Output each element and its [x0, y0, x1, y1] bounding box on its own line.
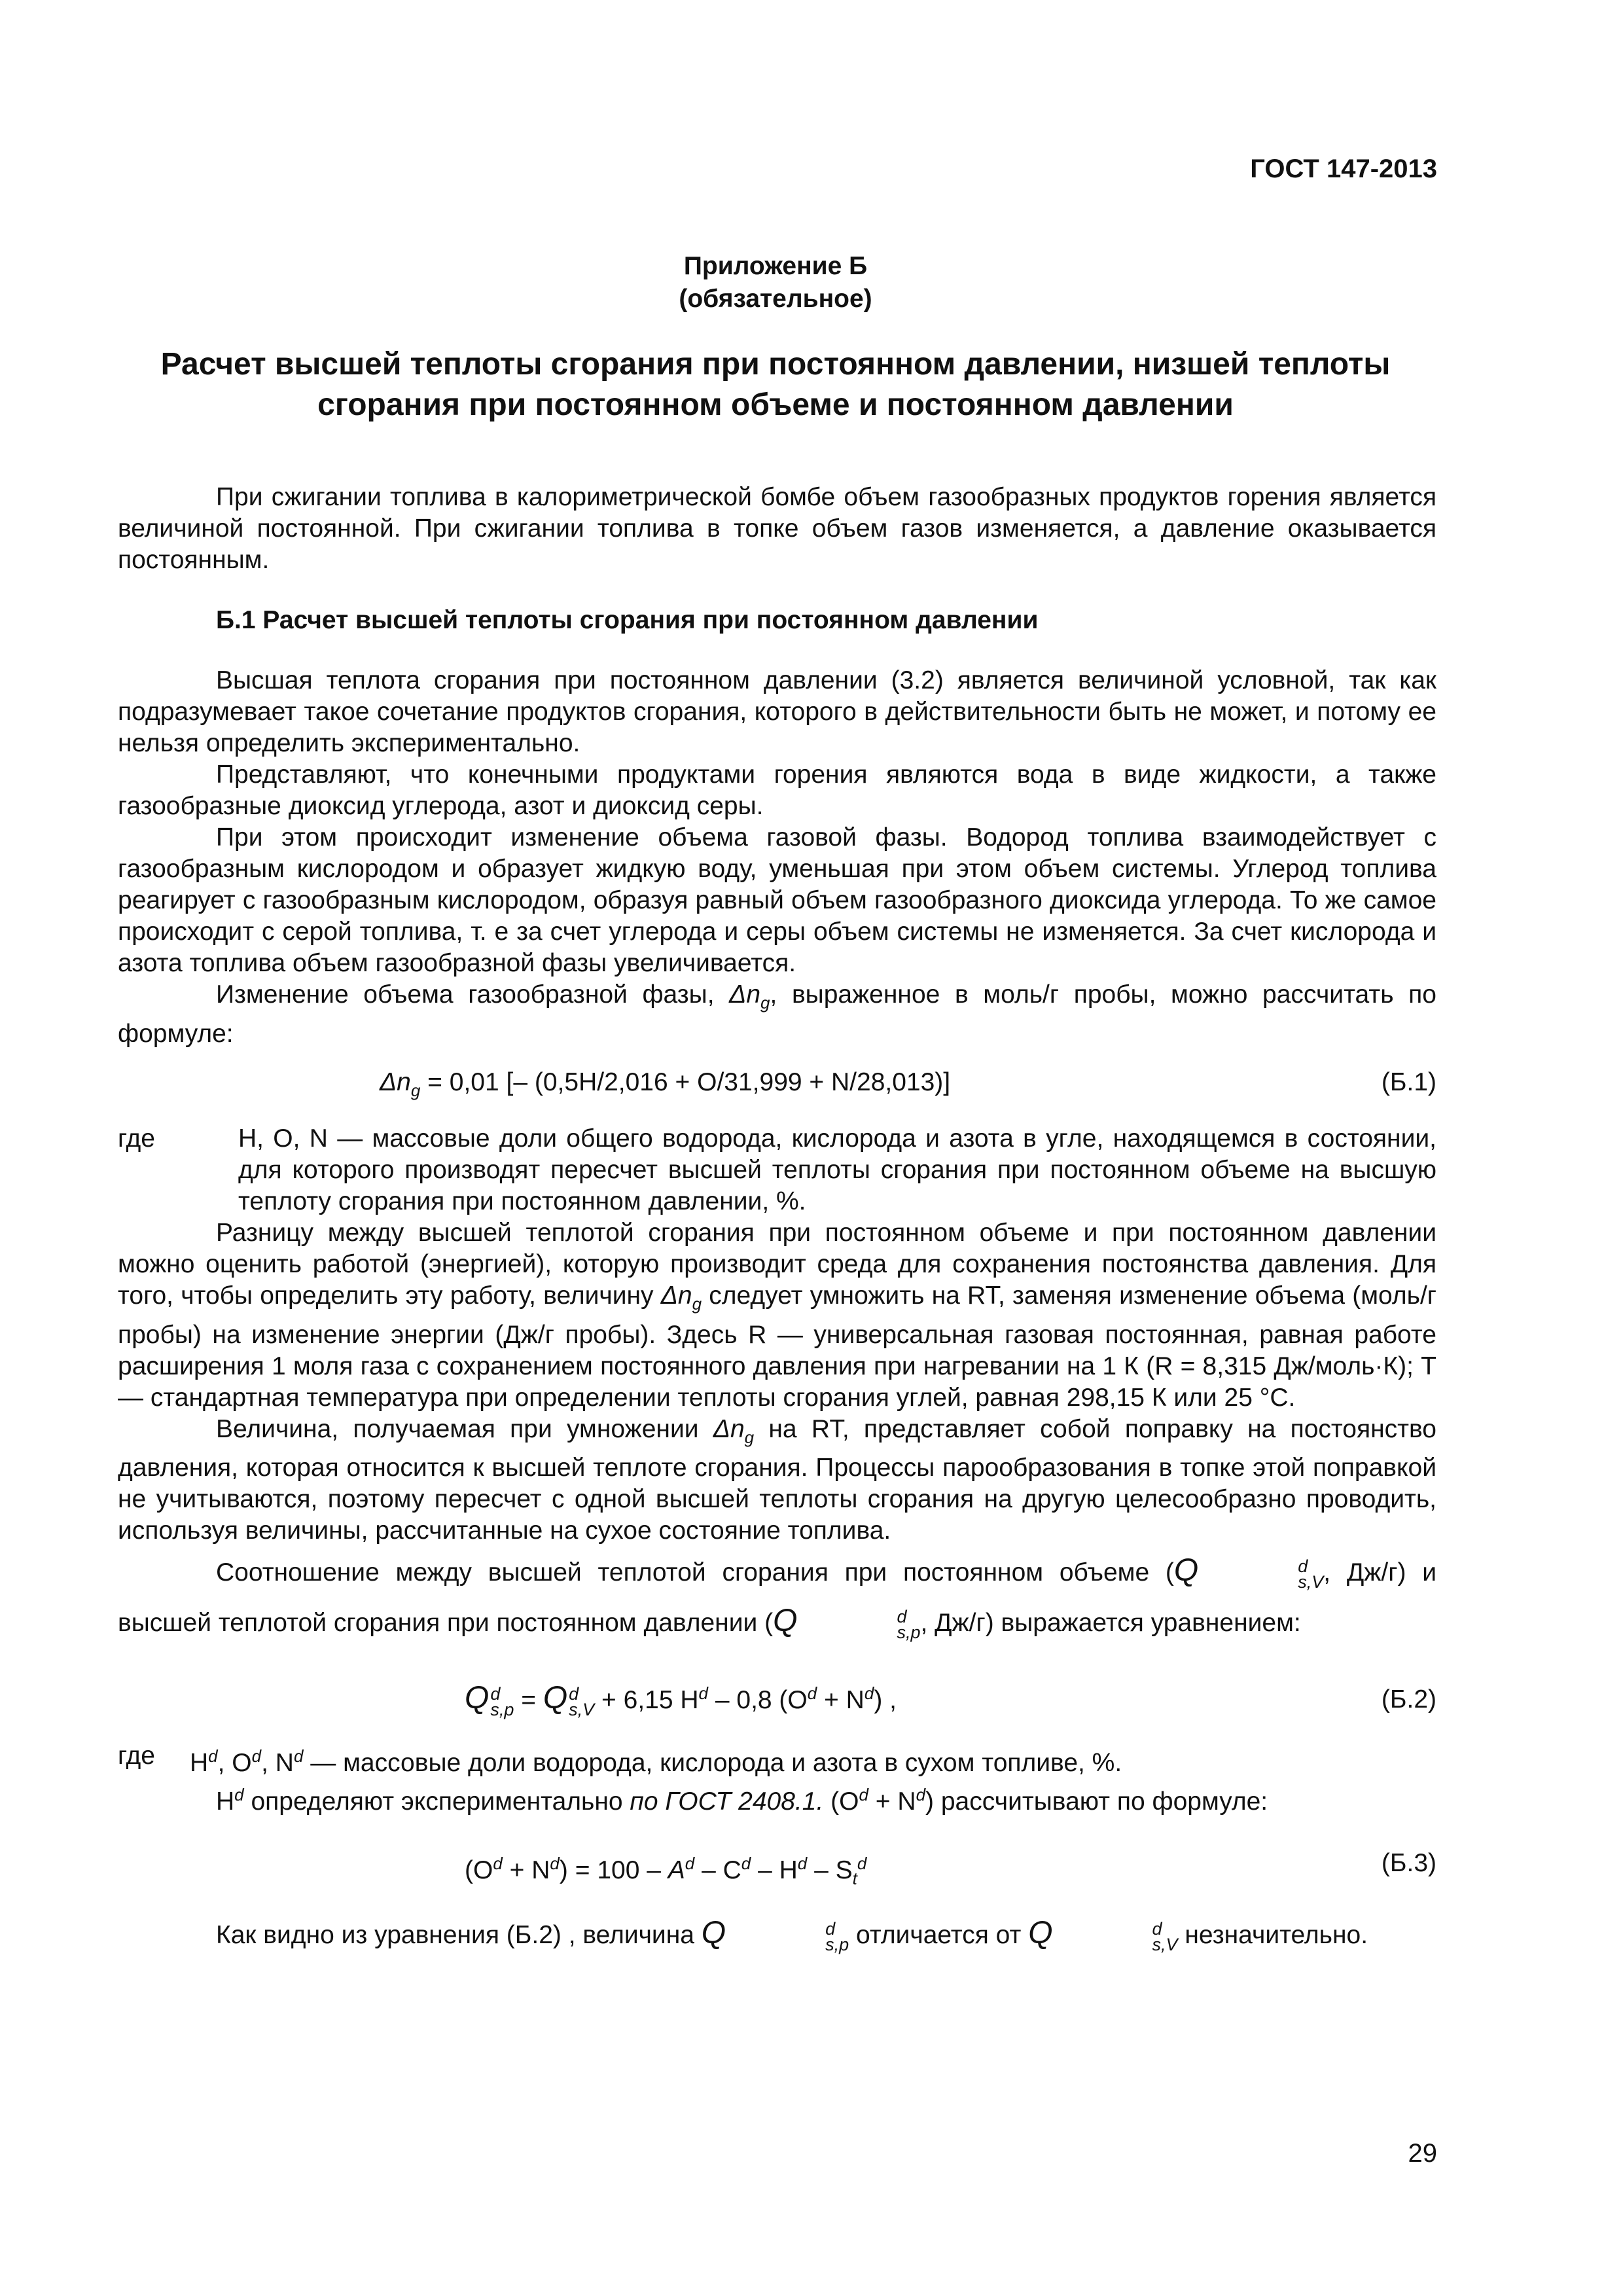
where-block-2-text: $H^d$, $O^d$, $N^d$ — массовые доли водорода, кислорода и азота в сухом топливе, %. — [190, 1746, 1122, 1778]
formula-b3 — [118, 1844, 1436, 1889]
annex-status: (обязательное) — [679, 285, 872, 313]
paragraph-6: Величина, получаемая при умножении $\Delta n_g$ на RT, представляет собой поправку на постоянство давления, которая относится к высшей теплоте сгорания. Процессы парообразования в топке этой поправкой не учитываются, поэтому пересчет с одной высшей теплоты сгорания на другую целесообразно проводить, используя величины, рассчитанные на сухое состояние топлива. — [118, 1414, 1436, 1545]
annex-heading — [0, 250, 1551, 315]
paragraph-5: Разницу между высшей теплотой сгорания при постоянном объеме и при постоянном давлении можно оценить работой (энергией), которую производит среда для сохранения постоянства давления. Для того, чтобы определить эту работу, величину $\Delta n_g$ следует умножить на RT, заменяя изменение объема (моль/г пробы) на изменение энергии (Дж/г пробы). Здесь R — универсальная газовая постоянная, равная работе расширения 1 моля газа с сохранением постоянного давления при нагревании на 1 К (R = 8,315 Дж/моль·К); T — стандартная температура при определении теплоты сгорания углей, равная 298,15 К или 25 °C. — [118, 1218, 1437, 1412]
formula-b2-expression: Q d s,p = Q d s,V + 6,15 $H^d - 0,8$ $(O^d + N^d)$ , — [465, 1681, 897, 1720]
document-body — [118, 482, 1436, 1960]
where-block-2: где $H^d$, $O^d$, $N^d$ — массовые доли водорода, кислорода и азота в сухом топливе, %. — [118, 1740, 1436, 1779]
page-number: 29 — [1408, 2139, 1437, 2168]
annex-title — [0, 344, 1551, 425]
formula-b2 — [118, 1674, 1436, 1722]
formula-b2-number: (Б.2) — [1381, 1685, 1436, 1714]
annex-title-line-1: Расчет высшей теплоты сгорания при постоянном давлении, низшей теплоты — [160, 347, 1391, 382]
formula-b1-number: (Б.1) — [1381, 1067, 1436, 1096]
formula-b1 — [118, 1063, 1436, 1105]
where-block-1-text: H, O, N — массовые доли общего водорода, кислорода и азота в угле, находящемся в состоянии, для которого производят пересчет высшей теплоты сгорания при постоянном объеме на высшую теплоту сгорания при постоянном давлении, %. — [238, 1124, 1436, 1215]
annex-label: Приложение Б — [683, 252, 868, 280]
formula-b1-expression: $\Delta n_g = 0,01$ [– (0,5H/2,016 + O/31,999 + N/28,013)] — [380, 1067, 951, 1100]
paragraph-1: Высшая теплота сгорания при постоянном давлении (3.2) является величиной условной, так как подразумевает такое сочетание продуктов сгорания, которого в действительности быть не может, и потому ее нельзя определить экспериментально. — [118, 666, 1436, 757]
paragraph-7: Соотношение между высшей теплотой сгорания при постоянном объеме (Q d s,V , Дж/г) и высшей теплотой сгорания при постоянном давлении (Q d s,p , Дж/г) выражается уравнением: — [118, 1553, 1436, 1643]
formula-b3-expression: $(O^d + N^d) = 100 - A^d - C^d - H^d - S_t^d$ — [465, 1854, 867, 1889]
closing-paragraph: Как видно из уравнения (Б.2) , величина Q d s,p отличается от Q d s,V незначительно. — [216, 1916, 1368, 1955]
paragraph-hd: $H^d$ определяют экспериментально по ГОСТ 2408.1. $(O^d + N^d)$ рассчитывают по формуле: — [216, 1785, 1268, 1816]
paragraph-2: Представляют, что конечными продуктами горения являются вода в виде жидкости, а также газообразные диоксид углерода, азот и диоксид серы. — [118, 761, 1436, 820]
paragraph-3: При этом происходит изменение объема газовой фазы. Водород топлива взаимодействует с газообразным кислородом и образует жидкую воду, уменьшая при этом объем системы. Углерод топлива реагирует с газообразным кислородом, образуя равный объем газообразного диоксида углерода. То же самое происходит с серой топлива, т. е за счет углерода и серы объем системы не изменяется. За счет кислорода и азота топлива объем газообразной фазы увеличивается. — [118, 823, 1436, 977]
where-block-1: где H, O, N — массовые доли общего водорода, кислорода и азота в угле, находящемся в состоянии, для которого производят пересчет высшей теплоты сгорания при постоянном объеме на высшую теплоту сгорания при постоянном давлении, %. — [118, 1123, 1436, 1217]
annex-title-line-2: сгорания при постоянном объеме и постоянном давлении — [317, 387, 1234, 422]
formula-b3-number: (Б.3) — [1381, 1849, 1436, 1878]
section-heading-b1: Б.1 Расчет высшей теплоты сгорания при постоянном давлении — [216, 606, 1039, 634]
paragraph-4: Изменение объема газообразной фазы, $\Delta n_g$, выраженное в моль/г пробы, можно рассчитать по формуле: — [118, 980, 1436, 1048]
intro-paragraph: При сжигании топлива в калориметрической бомбе объем газообразных продуктов горения является величиной постоянной. При сжигании топлива в топке объем газов изменяется, а давление оказывается постоянным. — [118, 483, 1436, 574]
standard-designation: ГОСТ 147-2013 — [1250, 154, 1437, 183]
